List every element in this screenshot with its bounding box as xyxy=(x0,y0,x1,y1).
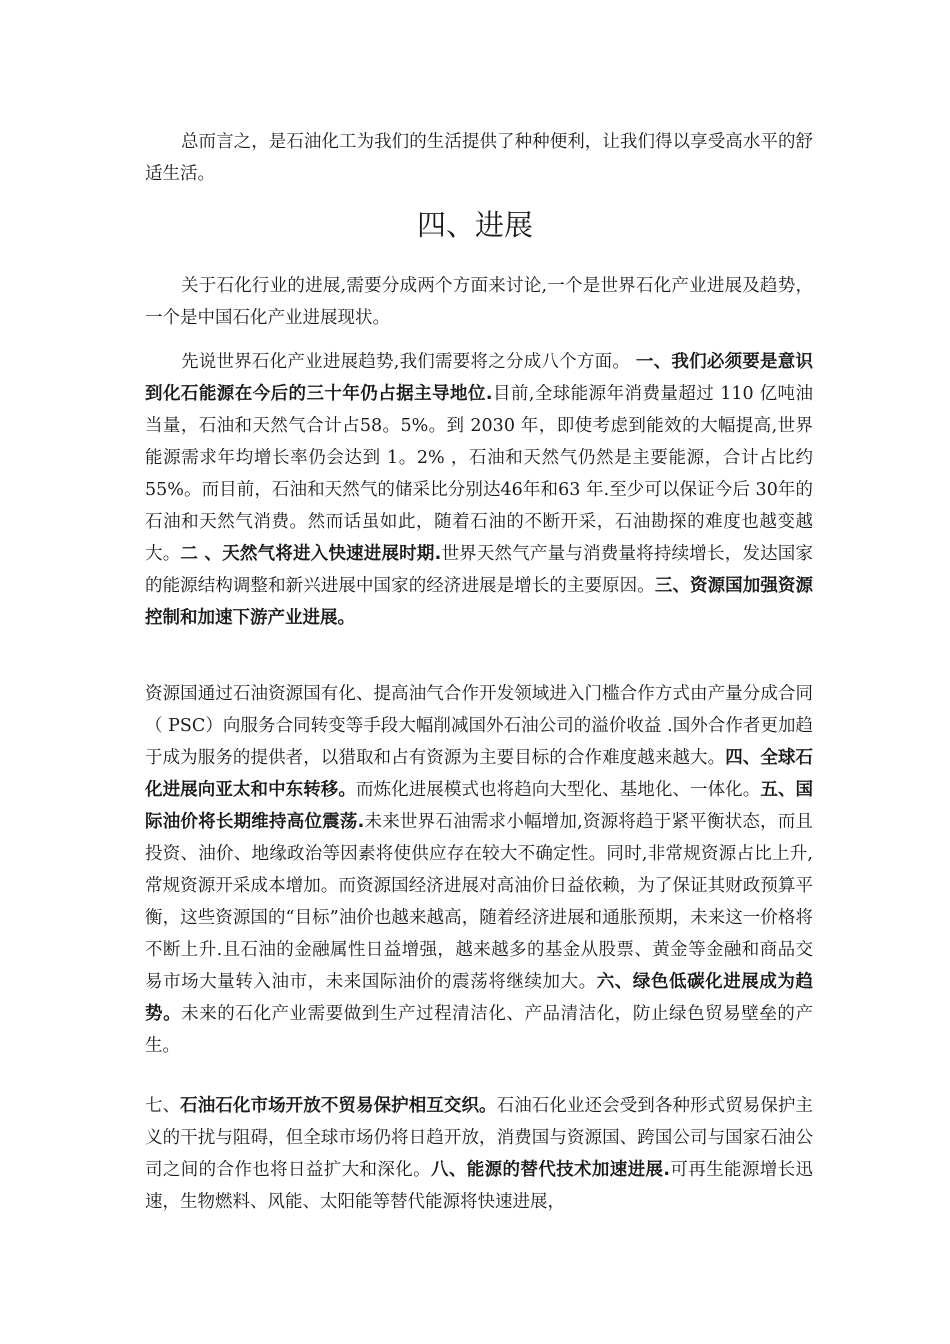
paragraph-world-trends xyxy=(145,346,813,634)
point-7-number: 七、 xyxy=(145,1096,181,1116)
point-2-text: 世界天然气产量与消费量将持续增长，发达国家的能源结构调整和新兴进展中国家的经济进展是增长的主要原因。 xyxy=(145,544,814,596)
point-1-text: 目前,全球能源年消费量超过 110 亿吨油当量，石油和天然气合计占58。5%。到 2030 年，即使考虑到能效的大幅提高,世界能源需求年均增长率仍会达到 1。2% ，石油和天然气仍然是主要能源，合计占比约 55%。而目前，石油和天然气的储采比分别达46年和63 年.至少可以保证今后 30年的石油和天然气消费。然而话虽如此，随着石油的不断开采，石油勘探的难度也越变越大。 xyxy=(145,384,813,564)
paragraph-market-and-energy xyxy=(145,1090,813,1218)
point-6-heading: 六、绿色低碳化进展成为趋势。 xyxy=(145,972,813,1024)
point-5-text: 未来世界石油需求小幅增加,资源将趋于紧平衡状态，而且投资、油价、地缘政治等因素将使供应存在较大不确定性。同时,非常规资源占比上升,常规资源开采成本增加。而资源国经济进展对高油价日益依赖，为了保证其财政预算平衡，这些资源国的“目标”油价也越来越高，随着经济进展和通胀预期，未来这一价格将不断上升.且石油的金融属性日益增强，越来越多的基金从股票、黄金等金融和商品交易市场大量转入油市，未来国际油价的震荡将继续加大。 xyxy=(145,812,813,992)
point-6-text: 未来的石化产业需要做到生产过程清洁化、产品清洁化，防止绿色贸易壁垒的产生。 xyxy=(145,1004,813,1056)
point-3-heading: 三、资源国加强资源控制和加速下游产业进展。 xyxy=(145,576,814,628)
paragraph-overview xyxy=(145,270,813,334)
point-2-heading: 二 、天然气将进入快速进展时期. xyxy=(180,544,442,564)
intro-text: 总而言之，是石油化工为我们的生活提供了种种便利，让我们得以享受高水平的舒适生活。 xyxy=(145,132,813,184)
overview-text: 关于石化行业的进展,需要分成两个方面来讨论,一个是世界石化产业进展及趋势，一个是中国石化产业进展现状。 xyxy=(145,276,813,328)
intro-paragraph xyxy=(145,126,813,190)
point-5-heading: 五、国际油价将长期维持高位震荡. xyxy=(145,780,814,832)
paragraph-resource-countries xyxy=(145,678,813,1062)
point-4-text: 而炼化进展模式也将趋向大型化、基地化、一体化。 xyxy=(355,780,761,800)
point-8-heading: 八、能源的替代技术加速进展. xyxy=(431,1160,671,1180)
section-title: 四、进展 xyxy=(416,208,533,242)
point-8-text: 可再生能源增长迅速，生物燃料、风能、太阳能等替代能源将快速进展， xyxy=(145,1160,814,1212)
point-3-text: 资源国通过石油资源国有化、提高油气合作开发领域进入门槛合作方式由产量分成合同（ PSC）向服务合同转变等手段大幅削减国外石油公司的溢价收益 .国外合作者更加趋于成为服务的提供者，以猎取和占有资源为主要目标的合作难度越来越大。 xyxy=(145,684,813,768)
point-4-heading: 四、全球石化进展向亚太和中东转移。 xyxy=(145,748,814,800)
point-7-heading: 石油石化市场开放不贸易保护相互交织。 xyxy=(180,1096,497,1116)
point-7-text: 石油石化业还会受到各种形式贸易保护主义的干扰与阻碍，但全球市场仍将日趋开放，消费国与资源国、跨国公司与国家石油公司之间的合作也将日益扩大和深化。 xyxy=(145,1096,814,1180)
point-1-heading: 一、我们必须要是意识到化石能源在今后的三十年仍占据主导地位. xyxy=(145,352,813,404)
world-trends-text-1: 先说世界石化产业进展趋势,我们需要将之分成八个方面。 xyxy=(181,352,631,372)
